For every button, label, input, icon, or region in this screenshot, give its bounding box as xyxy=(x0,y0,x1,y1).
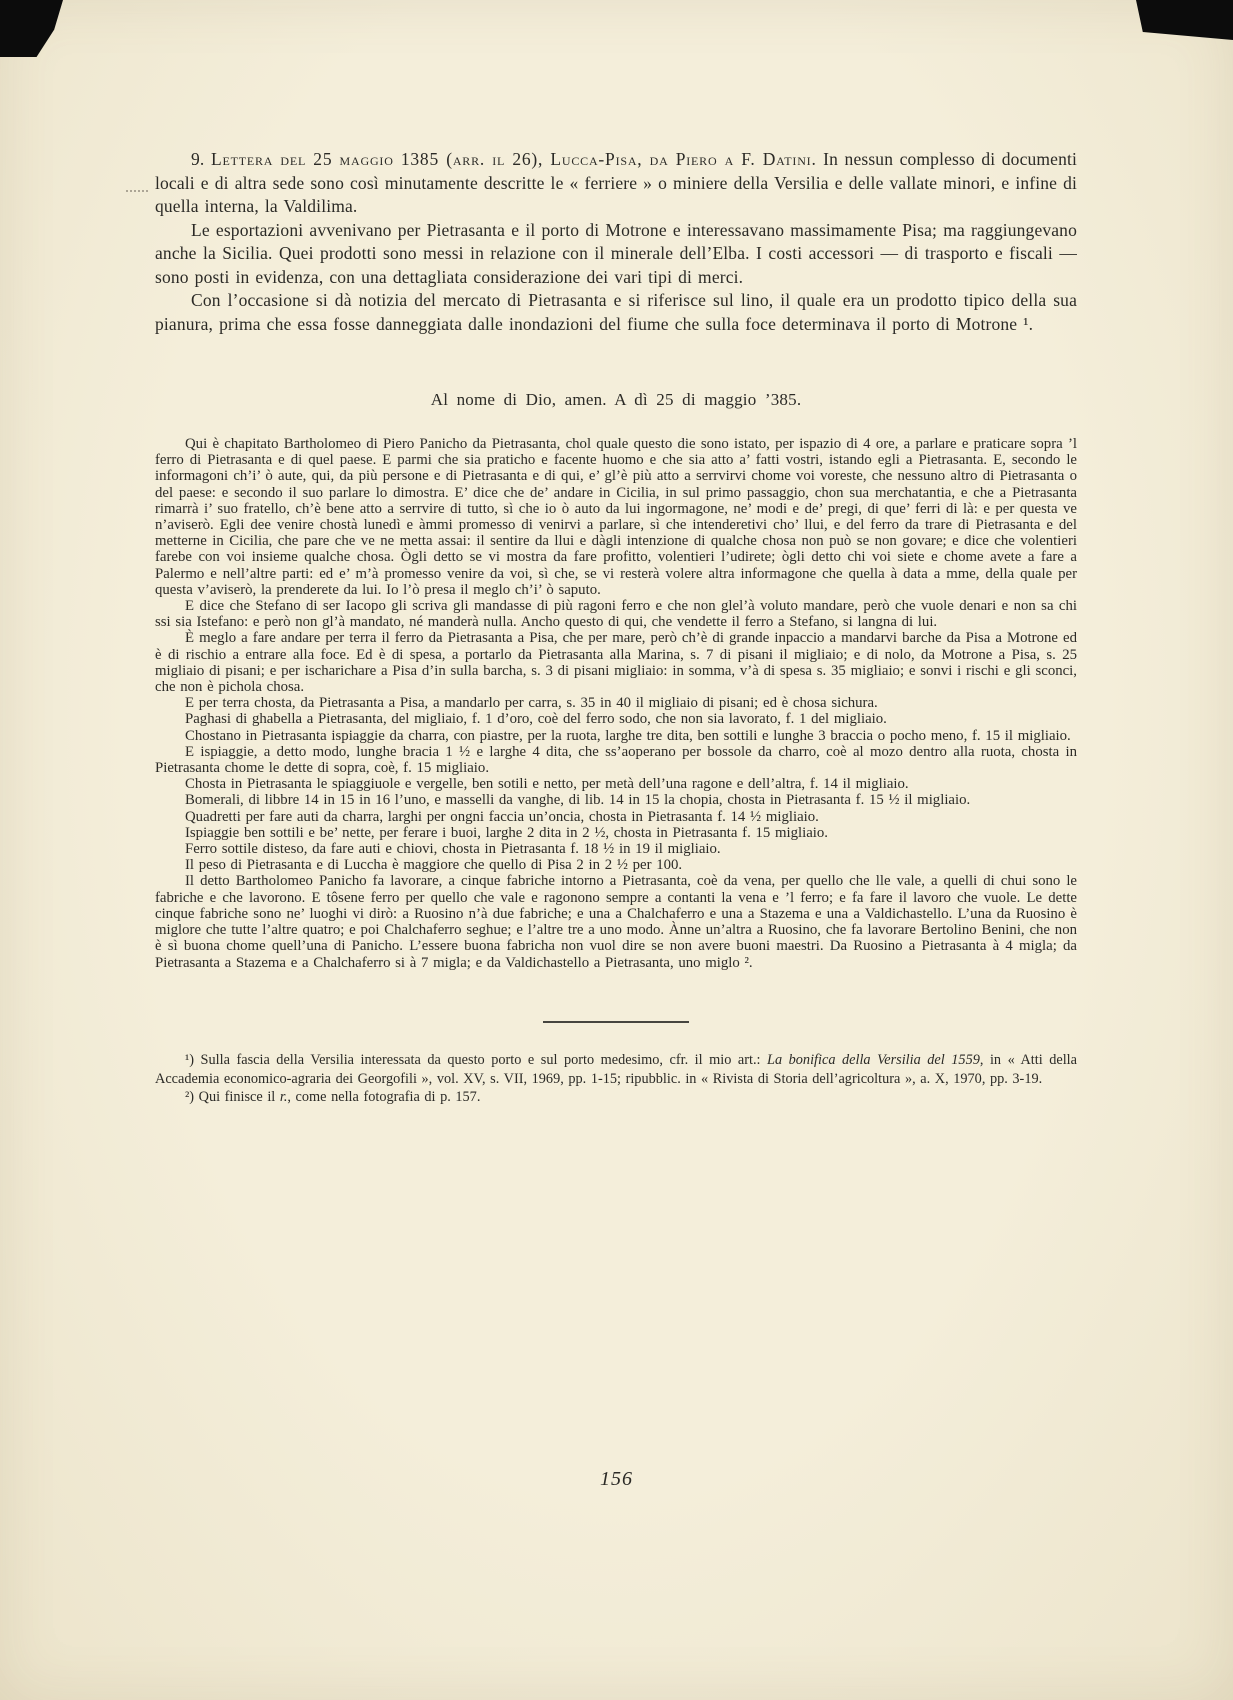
intro-paragraph-2: Le esportazioni avvenivano per Pietrasanta e il porto di Motrone e interessavano massimamente Pisa; ma raggiungevano anche la Sicilia. Quei prodotti sono messi in relazione con il minerale dell’Elba. I costi accessori — di trasporto e fiscali — sono posti in evidenza, con una dettagliata considerazione dei vari tipi di merci. xyxy=(155,219,1077,287)
letter-paragraph: Chostano in Pietrasanta ispiaggie da charra, con piastre, per la ruota, larghe tre dita, ben sottili e lunghe 3 braccia o pocho meno, f. 15 il migliaio. xyxy=(185,727,1071,744)
letter-transcription xyxy=(155,436,1077,971)
letter-paragraph: Chosta in Pietrasanta le spiaggiuole e vergelle, ben sotili e netto, per metà dell’una ragone e dell’altra, f. 14 il migliaio. xyxy=(185,776,909,793)
page-number: 156 xyxy=(600,1468,633,1490)
footnote-separator-rule xyxy=(543,1021,689,1023)
letter-paragraph: Bomerali, di libbre 14 in 15 in 16 l’uno, e masselli da vanghe, di lib. 14 in 15 la chopia, chosta in Pietrasanta f. 15 ½ il migliaio. xyxy=(185,792,971,809)
scan-artifact-top-right xyxy=(1136,0,1233,40)
footnote-1 xyxy=(155,1051,1077,1089)
footnote-1-rest: , in « Atti della Accademia economico-agraria dei Georgofili », vol. XV, s. VII, 1969, pp. 1-15; ripubblic. in « Rivista di Storia dell’agricoltura », a. X, 1970, pp. 3-19. xyxy=(155,1051,1077,1087)
letter-paragraph: Qui è chapitato Bartholomeo di Piero Panicho da Pietrasanta, chol quale questo die sono istato, per ispazio di 4 ore, a parlare e praticare sopra ’l ferro di Pietrasanta e di quel paese. E parmi che sia praticho e facente huomo e che sia atto a’ fatti vostri, istando egli a Pietrasanta. E, secondo le informagoni ch’i’ ò aute, qui, da più persone e di Pietrasanta e di qui, e’ gl’è più atto a serrvirvi chome voi voreste, che nessuno altro di Pietrasanta o del paese: e secondo il suo parlare lo dimostra. E’ dice che de’ andare in Cicilia, in sul primo passaggio, chon sua merchatantia, e che a Pietrasanta rimarrà i’ suo fratello, ch’è bene atto a serrvire di tutto, sì che io ò auto da lui ingormagone, ne’ modi e de’ pregi, di que’ ferri di là: e per questa ve n’aviserò. Egli dee venire chostà lunedì e àmmi promesso di venirvi a parlare, sì che intenderetivi cho’ llui, e del ferro da trare di Pietrasanta e del metterne in Cicilia, che pare che ve ne metta assai: il sentire da llui e dàgli intenzione di qualche chosa non può se non govare; e dice che volentieri farebe con voi insieme qualche chosa. Ògli detto se vi mostra da fare profitto, volentieri l’udirete; ògli detto chi voi siete e chome avete a fare a Palermo e nell’altre parti: ed e’ m’à promesso venire da voi, sì che, se vi resterà volere altra informagone che quella à data a mme, della quale per questa v’aviserò, la prenderete da lui. Io l’ò presa il meglo ch’i’ ò saputo. xyxy=(155,436,1077,598)
intro-paragraph-1-text: In nessun complesso di documenti locali e di altra sede sono così minutamente descritte le « ferriere » o miniere della Versilia e delle vallate minori, e infine di quella interna, la Valdilima. xyxy=(155,149,1077,216)
letter-paragraph: Paghasi di ghabella a Pietrasanta, del migliaio, f. 1 d’oro, coè del ferro sodo, che non sia lavorato, f. 1 del migliaio. xyxy=(185,711,887,728)
footnote-1-italic-title: La bonifica della Versilia del 1559 xyxy=(767,1051,980,1068)
footnote-2-italic: r. xyxy=(279,1089,288,1106)
letter-paragraph: Ferro sottile disteso, da fare auti e chiovi, chosta in Pietrasanta f. 18 ½ in 19 il migliaio. xyxy=(185,841,721,858)
text-block xyxy=(155,148,1077,1107)
letter-paragraph: Il peso di Pietrasanta e di Luccha è maggiore che quello di Pisa 2 in 2 ½ per 100. xyxy=(185,857,683,874)
scan-artifact-top-left xyxy=(0,0,63,57)
stray-pencil-mark xyxy=(126,190,148,195)
letter-paragraph: È meglo a fare andare per terra il ferro da Pietrasanta a Pisa, che per mare, però ch’è di grande inpaccio a mandarvi barche da Pisa a Motrone ed è di rischio a entrare alla foce. Ed è di spesa, a portarlo da Pietrasanta alla Marina, s. 7 di pisani il migliaio; e di nolo, da Motrone a Pisa, s. 25 migliaio di pisani; e per ischarichare a Pisa d’in sulla barcha, s. 3 di pisani migliaio: in somma, v’à di spesa s. 35 migliaio; e sonvi i rischi e gli sconci, che non è pichola chosa. xyxy=(155,630,1077,696)
letter-salutation: Al nome di Dio, amen. A dì 25 di maggio ’385. xyxy=(430,390,802,409)
item-number: 9. xyxy=(191,149,205,169)
letter-heading-smallcaps: Lettera del 25 maggio 1385 (arr. il 26), Lucca-Pisa, da Piero a F. Datini. xyxy=(210,149,817,169)
letter-paragraph: Quadretti per fare auti da charra, larghi per ongni faccia un’oncia, chosta in Pietrasanta f. 14 ½ migliaio. xyxy=(185,808,819,825)
letter-paragraph: E per terra chosta, da Pietrasanta a Pisa, a mandarlo per carra, s. 35 in 40 il migliaio di pisani; ed è chosa sichura. xyxy=(185,695,878,712)
letter-paragraph: E dice che Stefano di ser Iacopo gli scriva gli mandasse di più ragoni ferro e che non glel’à voluto mandare, però che vuole denari e non sa chi ssi sia Istefano: e però non gl’à mandato, né manderà nulla. Ancho questo di qui, che vendette il ferro a Stefano, si langna di lui. xyxy=(155,598,1077,631)
footnotes xyxy=(155,1051,1077,1107)
letter-paragraph: Il detto Bartholomeo Panicho fa lavorare, a cinque fabriche intorno a Pietrasanta, coè da vena, per quello che lle vale, a quelli di chui sono le fabriche e che lavorono. E tôsene ferro per quello che vale e ragonono sempre a contanti la vena e ’l ferro; e fa fare il lavoro che vuole. Le dette cinque fabriche sono ne’ luoghi vi dirò: a Ruosino n’à due fabriche; e una a Chalchaferro e una a Stazema e una a Valdichastello. L’una da Ruosino è miglore che tutte l’altre quatro; e poi Chalchaferro seghue; e l’altre tre a uno modo. Ànne un’altra a Ruosino, che fa lavorare Bertolino Benini, che non è sì buona chome quell’una di Panicho. L’essere buona fabricha non vuol dire se non avere buoni maestri. Da Ruosino a Pietrasanta à 4 migla; da Pietrasanta a Stazema e a Chalchaferro si à 7 migla; e da Valdichastello a Pietrasanta, uno miglo ². xyxy=(155,873,1077,971)
footnote-2 xyxy=(155,1088,1077,1107)
intro-paragraph-1 xyxy=(155,148,1077,219)
footnote-2-lead: ²) Qui finisce il xyxy=(185,1089,280,1106)
footnote-1-lead: ¹) Sulla fascia della Versilia interessata da questo porto e sul porto medesimo, cfr. il mio art.: xyxy=(185,1051,768,1068)
letter-paragraph: E ispiaggie, a detto modo, lunghe bracia 1 ½ e larghe 4 dita, che ss’aoperano per bossole da charro, coè al mozo dentro alla ruota, chosta in Pietrasanta chome le dette di sopra, coè, f. 15 migliaio. xyxy=(155,743,1077,777)
letter-paragraph: Ispiaggie ben sottili e be’ nette, per ferare i buoi, larghe 2 dita in 2 ½, chosta in Pietrasanta f. 15 migliaio. xyxy=(185,824,828,841)
footnote-2-rest: , come nella fotografia di p. 157. xyxy=(287,1089,481,1106)
intro-paragraph-3: Con l’occasione si dà notizia del mercato di Pietrasanta e si riferisce sul lino, il quale era un prodotto tipico della sua pianura, prima che essa fosse danneggiata dalle inondazioni del fiume che sulla foce determinava il porto di Motrone ¹. xyxy=(155,290,1077,334)
